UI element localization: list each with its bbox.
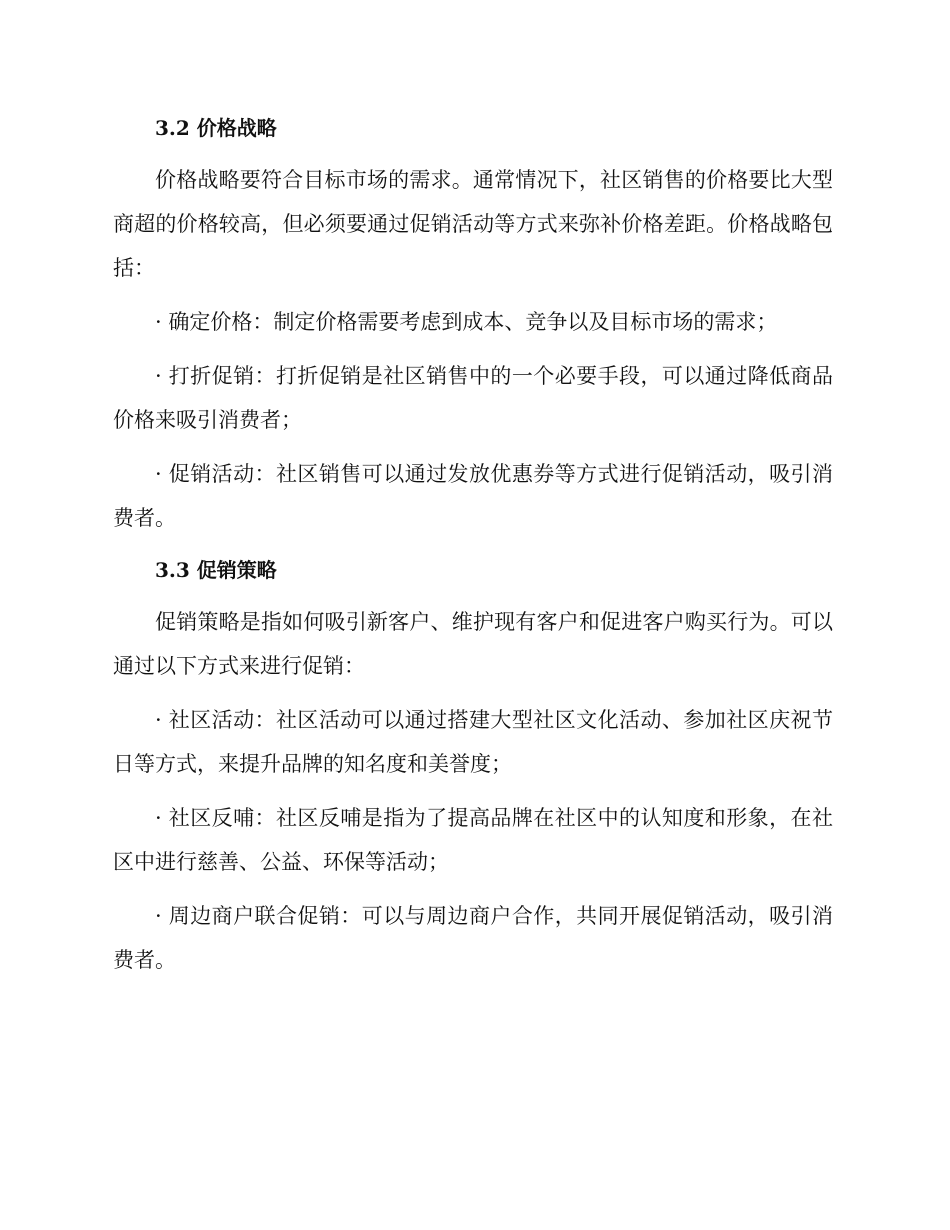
bullet-item: · 打折促销：打折促销是社区销售中的一个必要手段，可以通过降低商品价格来吸引消费者； (113, 364, 833, 432)
section-3-3-intro: 促销策略是指如何吸引新客户、维护现有客户和促进客户购买行为。可以通过以下方式来进行促销： (113, 610, 833, 678)
bullet-item: · 社区反哺：社区反哺是指为了提高品牌在社区中的认知度和形象，在社区中进行慈善、公益、环保等活动； (113, 806, 833, 874)
bullet-item: · 社区活动：社区活动可以通过搭建大型社区文化活动、参加社区庆祝节日等方式，来提升品牌的知名度和美誉度； (113, 708, 833, 776)
bullet-item: · 促销活动：社区销售可以通过发放优惠券等方式进行促销活动，吸引消费者。 (113, 462, 833, 530)
section-heading-3-3: 3.3 促销策略 (155, 558, 277, 582)
section-heading-3-2: 3.2 价格战略 (155, 116, 277, 140)
document-content (113, 108, 833, 992)
bullet-item: · 周边商户联合促销：可以与周边商户合作，共同开展促销活动，吸引消费者。 (113, 904, 833, 972)
bullet-item: · 确定价格：制定价格需要考虑到成本、竞争以及目标市场的需求； (155, 310, 778, 334)
section-3-2-intro: 价格战略要符合目标市场的需求。通常情况下，社区销售的价格要比大型商超的价格较高，但必须要通过促销活动等方式来弥补价格差距。价格战略包括： (113, 168, 833, 280)
